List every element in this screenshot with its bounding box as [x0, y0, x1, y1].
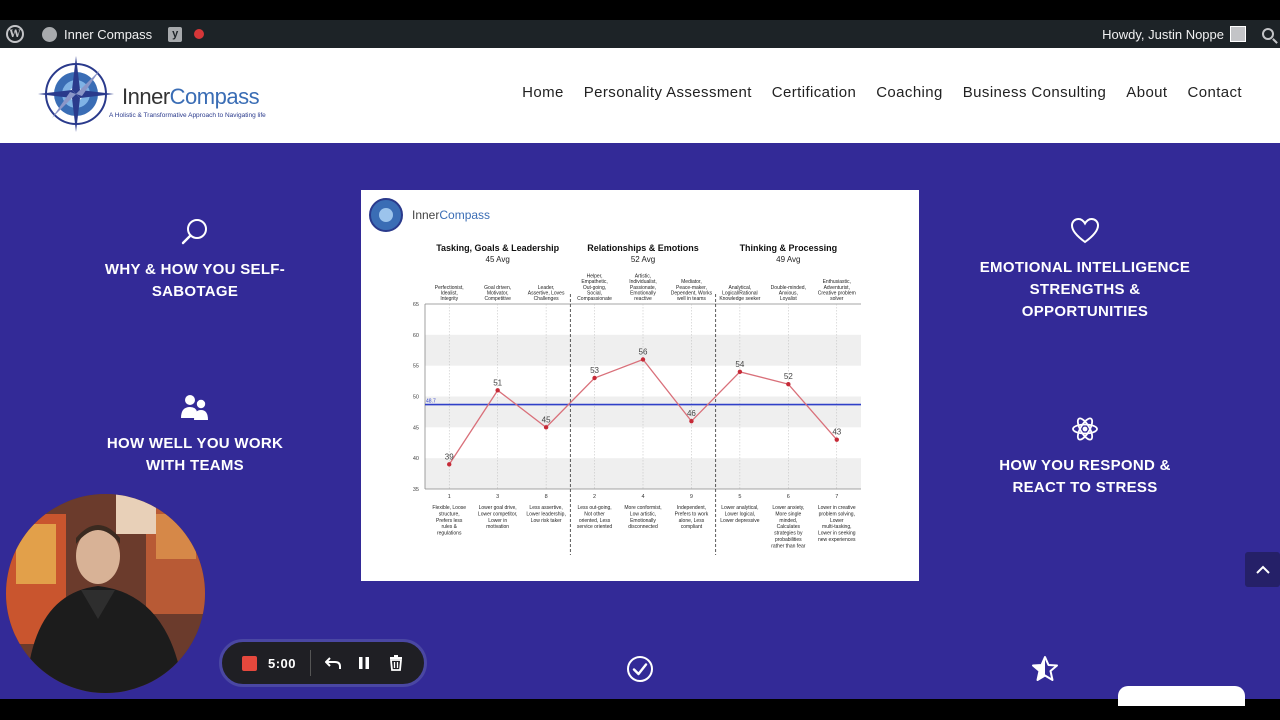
x-tick-label: 9 — [689, 494, 693, 500]
feature-stress — [975, 415, 1195, 499]
data-point — [641, 357, 645, 361]
heart-icon — [1070, 217, 1100, 245]
nav-personality-assessment[interactable]: Personality Assessment — [583, 84, 752, 101]
x-tick-label: 5 — [738, 494, 742, 500]
bottom-descriptor-label: Lower in creative problem solving, Lower multi-tasking, Lower in seeking new experiences — [817, 505, 856, 543]
star-half-icon — [1031, 655, 1059, 683]
data-point — [447, 462, 451, 466]
data-point — [689, 419, 693, 423]
search-icon[interactable] — [1262, 28, 1274, 40]
logo-tagline: A Holistic & Transformative Approach to Navigating life — [109, 112, 266, 119]
search-icon — [180, 217, 210, 247]
logo-wordmark: InnerCompass — [122, 84, 260, 109]
main-navigation — [522, 84, 1242, 101]
compass-logo-icon — [38, 54, 122, 138]
inner-compass-logo[interactable] — [38, 54, 278, 138]
bottom-descriptor-label: Less assertive, Lower leadership, Low risk taker — [526, 505, 566, 524]
wordpress-menu[interactable] — [0, 20, 32, 48]
bottom-descriptor-label: Lower anxiety, More single minded, Calculates strategies by probabilities rather than fear — [771, 505, 806, 550]
atom-icon — [1071, 415, 1099, 443]
data-point — [544, 425, 548, 429]
nav-home[interactable]: Home — [522, 84, 564, 101]
wordpress-logo-icon: W — [6, 25, 24, 43]
undo-icon[interactable] — [325, 656, 341, 670]
reference-line-label: 48.7 — [426, 398, 436, 405]
data-label: 43 — [832, 427, 842, 437]
data-label: 39 — [444, 452, 454, 462]
top-descriptor-label: Mediator, Peace-maker, Dependent, Works well in teams — [670, 279, 713, 302]
yoast-menu[interactable] — [160, 20, 190, 48]
data-label: 46 — [686, 409, 696, 419]
top-descriptor-label: Enthusiastic, Adventurist, Creative problem solver — [817, 279, 856, 302]
data-point — [592, 376, 596, 380]
dashboard-icon — [42, 27, 57, 42]
top-descriptor-label: Double-minded, Anxious, Loyalist — [770, 284, 806, 302]
feature-self-sabotage — [95, 217, 295, 303]
x-tick-label: 3 — [496, 494, 500, 500]
check-circle-icon — [626, 655, 654, 683]
webcam-person-image — [6, 494, 205, 693]
bottom-descriptor-label: Lower analytical, Lower logical, Lower depressive — [720, 505, 760, 524]
top-descriptor-label: Perfectionist, Idealist, Integrity — [434, 284, 464, 302]
x-tick-label: 6 — [786, 494, 790, 500]
top-descriptor-label: Leader, Assertive, Loves Challenges — [527, 284, 565, 302]
y-tick-label: 50 — [412, 394, 419, 401]
feature-title: HOW WELL YOU WORK WITH TEAMS — [106, 435, 284, 474]
bottom-descriptor-label: Less out-going, Not other oriented, Less service oriented — [576, 505, 613, 531]
top-black-strip — [0, 0, 1280, 20]
x-tick-label: 8 — [544, 494, 548, 500]
scroll-to-top-button[interactable] — [1245, 552, 1280, 587]
chart-logo-core — [379, 208, 393, 222]
site-name: Inner Compass — [64, 26, 153, 42]
personality-chart-card — [361, 190, 919, 581]
x-tick-label: 7 — [835, 494, 839, 500]
feature-title: HOW YOU RESPOND & REACT TO STRESS — [999, 457, 1171, 496]
yoast-icon: y — [168, 27, 182, 42]
y-tick-label: 45 — [412, 425, 419, 432]
nav-business-consulting[interactable]: Business Consulting — [962, 84, 1107, 101]
site-name-menu[interactable] — [32, 20, 160, 48]
users-icon — [180, 393, 210, 421]
stop-recording-button[interactable] — [242, 656, 257, 671]
wp-admin-bar — [0, 20, 1280, 48]
top-descriptor-label: Helper, Empathetic, Out-going, Social, Compassionate — [577, 273, 612, 302]
top-descriptor-label: Analytical, Logical/Rational Knowledge seeker — [719, 284, 761, 302]
data-label: 56 — [638, 347, 648, 357]
user-avatar[interactable] — [1230, 26, 1246, 42]
data-label: 54 — [735, 359, 745, 369]
red-dot-icon — [194, 29, 204, 39]
divider — [310, 650, 311, 676]
y-tick-label: 55 — [412, 363, 419, 370]
chart-group-avg: 52 Avg — [630, 255, 656, 264]
nav-certification[interactable]: Certification — [771, 84, 857, 101]
data-label: 45 — [541, 415, 551, 425]
y-tick-label: 35 — [412, 487, 419, 493]
feature-emotional-intelligence — [975, 217, 1195, 323]
data-point — [738, 370, 742, 374]
bottom-black-strip — [0, 699, 1280, 720]
howdy-greeting[interactable]: Howdy, Justin Noppe — [1102, 26, 1224, 42]
bottom-descriptor-label: More conformist, Low artistic, Emotionally disconnected — [624, 505, 662, 531]
recording-timer: 5:00 — [268, 655, 297, 671]
top-descriptor-label: Goal driven, Motivator, Competitive — [484, 284, 512, 302]
pause-icon[interactable] — [357, 656, 371, 670]
recording-indicator[interactable] — [190, 20, 212, 48]
chart-brand: InnerCompass — [412, 208, 491, 222]
site-header — [0, 48, 1280, 143]
bottom-descriptor-label: Independent, Prefers to work alone, Less compliant — [674, 505, 709, 531]
y-tick-label: 65 — [412, 302, 419, 308]
data-point — [495, 388, 499, 392]
trash-icon[interactable] — [389, 655, 403, 671]
chart-group-avg: 45 Avg — [485, 255, 510, 264]
top-descriptor-label: Artistic, Individualist, Passionate, Emotionally reactive — [629, 273, 657, 302]
chart-group-avg: 49 Avg — [776, 255, 801, 264]
data-label: 52 — [783, 372, 793, 382]
personality-line-chart — [361, 190, 919, 581]
chart-group-title: Relationships & Emotions — [587, 243, 699, 253]
data-point — [786, 382, 790, 386]
feature-title: EMOTIONAL INTELLIGENCE STRENGTHS & OPPORTUNITIES — [979, 259, 1191, 320]
chart-group-title: Thinking & Processing — [739, 243, 838, 253]
data-label: 53 — [590, 366, 600, 375]
chart-group-title: Tasking, Goals & Leadership — [436, 243, 560, 253]
nav-about[interactable]: About — [1126, 84, 1168, 101]
x-tick-label: 4 — [641, 494, 645, 500]
chevron-up-icon — [1256, 565, 1270, 574]
feature-teams — [95, 393, 295, 477]
recording-control-bar — [219, 639, 427, 687]
x-tick-label: 2 — [593, 494, 597, 500]
x-tick-label: 1 — [447, 494, 451, 500]
webcam-overlay[interactable] — [6, 494, 205, 693]
y-tick-label: 40 — [412, 456, 419, 463]
bottom-descriptor-label: Lower goal drive, Lower competitor, Lower in motivation — [477, 505, 518, 531]
nav-coaching[interactable]: Coaching — [876, 84, 943, 101]
y-tick-label: 60 — [412, 332, 419, 339]
data-point — [835, 437, 839, 441]
nav-contact[interactable]: Contact — [1187, 84, 1242, 101]
feature-title: WHY & HOW YOU SELF-SABOTAGE — [104, 261, 286, 300]
data-label: 51 — [493, 378, 503, 388]
bottom-descriptor-label: Flexible, Loose structure, Prefers less rules & regulations — [432, 505, 467, 537]
chat-widget-tab[interactable] — [1118, 686, 1245, 706]
